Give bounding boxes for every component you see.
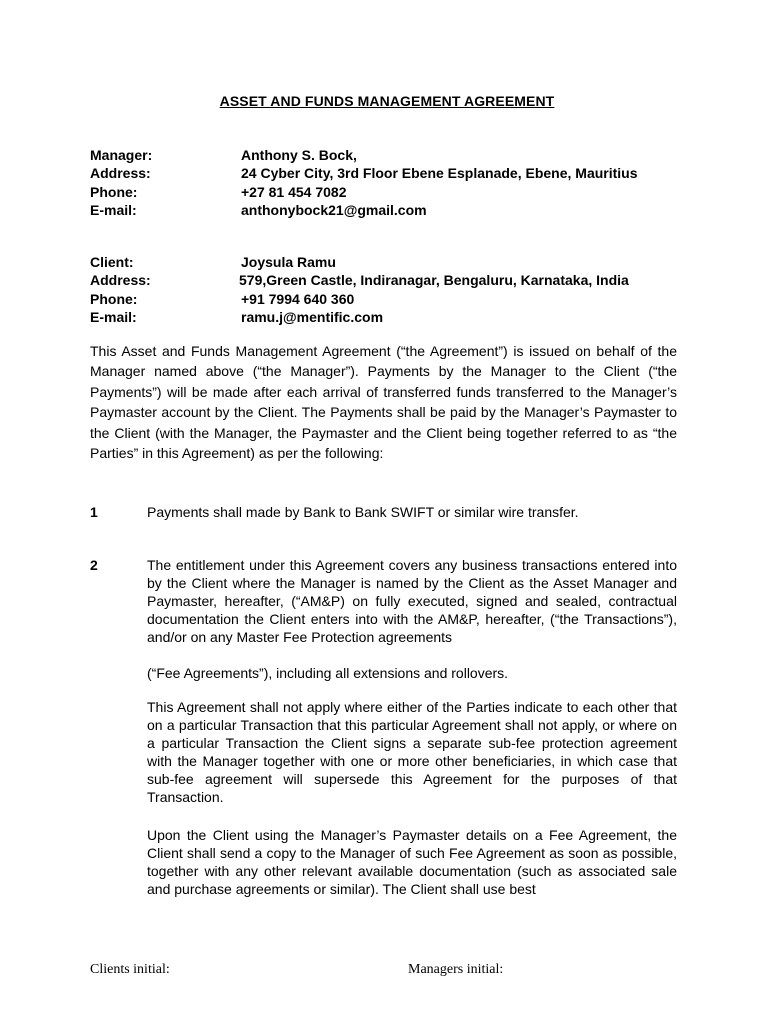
manager-name-row: [90, 146, 730, 164]
intro-paragraph: This Asset and Funds Management Agreement (“the Agreement”) is issued on behalf of the Manager named above (“the Manager”). Payments by the Manager to the Client (“the Payments”) will be made after each arrival of transferred funds transferred to the Manager’s Paymaster account by the Client. The Payments shall be paid by the Manager’s Paymaster to the Client (with the Manager, the Paymaster and the Client being together referred to as “the Parties” in this Agreement) as per the following:: [90, 343, 677, 462]
manager-label: Manager:: [90, 147, 153, 163]
manager-email: anthonybock21@gmail.com: [241, 201, 427, 218]
client-name: Joysula Ramu: [241, 254, 336, 270]
manager-phone-row: [90, 183, 730, 201]
client-address: 579,Green Castle, Indiranagar, Bengaluru, Karnataka, India: [239, 272, 629, 289]
client-details: [90, 253, 730, 326]
managers-initial-label: Managers initial:: [408, 962, 504, 977]
client-address-row: [90, 271, 730, 289]
clause-number: 2: [90, 557, 98, 573]
document-title: ASSET AND FUNDS MANAGEMENT AGREEMENT: [219, 93, 555, 109]
clause-1-text: Payments shall made by Bank to Bank SWIFT or similar wire transfer.: [147, 504, 579, 520]
manager-address-row: [90, 164, 730, 182]
phone-label: Phone:: [90, 290, 138, 307]
clause-2-paragraph-2: This Agreement shall not apply where either of the Parties indicate to each other that on a particular Transaction that this particular Agreement shall not apply, or where on a particular Transaction the Client signs a separate sub-fee protection agreement with the Manager together with one or more other beneficiaries, in which case that sub-fee agreement will supersede this Agreement for the purposes of that Transaction.: [147, 699, 677, 806]
address-label: Address:: [90, 272, 151, 289]
manager-phone: +27 81 454 7082: [241, 183, 347, 200]
client-label: Client:: [90, 254, 134, 270]
client-phone-row: [90, 290, 730, 308]
email-label: E-mail:: [90, 201, 137, 218]
manager-name: Anthony S. Bock,: [241, 147, 357, 163]
client-name-row: [90, 253, 730, 271]
client-phone: +91 7994 640 360: [241, 290, 355, 307]
manager-details: [90, 146, 730, 219]
manager-email-row: [90, 201, 730, 219]
client-email-row: [90, 308, 730, 326]
clause-number: 1: [90, 504, 98, 520]
manager-address: 24 Cyber City, 3rd Floor Ebene Esplanade, Ebene, Mauritius: [241, 165, 638, 182]
clause-2-paragraph-3: Upon the Client using the Manager’s Paymaster details on a Fee Agreement, the Client shall send a copy to the Manager of such Fee Agreement as soon as possible, together with any other relevant available documentation (such as associated sale and purchase agreements or similar). The Client shall use best: [147, 827, 677, 898]
client-email: ramu.j@mentific.com: [241, 308, 384, 325]
email-label: E-mail:: [90, 308, 137, 325]
clause-2-text: The entitlement under this Agreement covers any business transactions entered into by the Client where the Manager is named by the Client as the Asset Manager and Paymaster, hereafter, (“AM&P) on fully executed, signed and sealed, contractual documentation the Client enters into with the AM&P, hereafter, (“the Transactions”), and/or on any Master Fee Protection agreements: [147, 557, 677, 646]
clause-2-text-continued: (“Fee Agreements”), including all extensions and rollovers.: [147, 665, 509, 681]
address-label: Address:: [90, 165, 151, 182]
phone-label: Phone:: [90, 183, 138, 200]
clients-initial-label: Clients initial:: [90, 962, 170, 977]
